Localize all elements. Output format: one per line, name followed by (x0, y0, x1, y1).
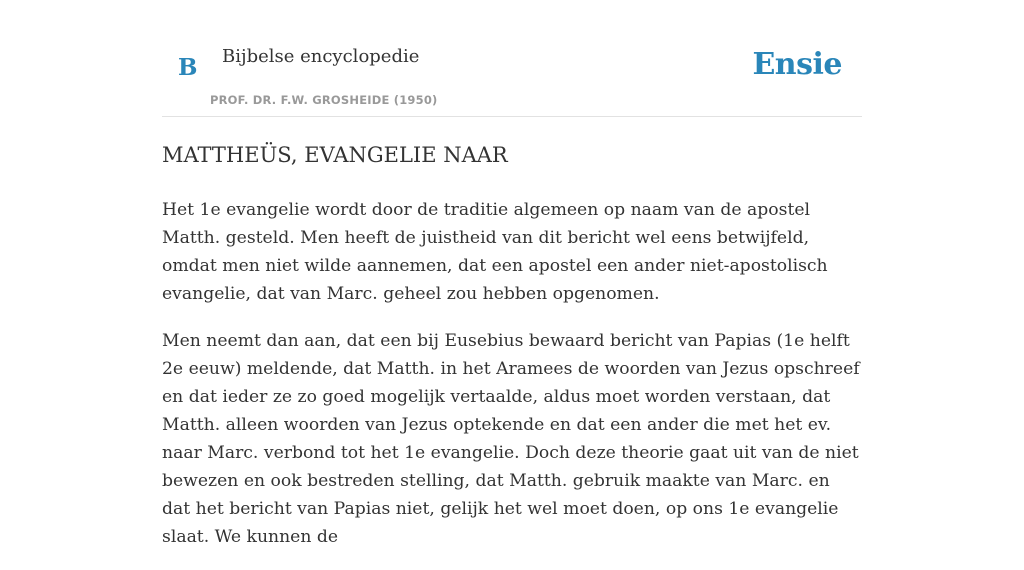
book-author: PROF. DR. F.W. GROSHEIDE (1950) (210, 93, 438, 107)
article-paragraph-2: Men neemt dan aan, dat een bij Eusebius bewaard bericht van Papias (1e helft 2e eeuw) meldende, dat Matth. in het Aramees de woorden van Jezus opschreef en dat ieder ze zo goed mogelijk vertaalde, aldus moet worden verstaan, dat Matth. alleen woorden van Jezus optekende en dat een ander die met het ev. naar Marc. verbond tot het 1e evangelie. Doch deze theorie gaat uit van de niet bewezen en ook bestreden stelling, dat Matth. gebruik maakte van Marc. en dat het bericht van Papias niet, gelijk het wel moet doen, op ons 1e evangelie slaat. We kunnen de (162, 331, 860, 547)
article-title: MATTHEÜS, EVANGELIE NAAR (162, 143, 508, 167)
ensie-logo-link[interactable]: Ensie (752, 47, 842, 82)
encyclopedia-logo-letter[interactable]: B (178, 54, 198, 81)
article-paragraph-1: Het 1e evangelie wordt door de traditie algemeen op naam van de apostel Matth. gesteld. Men heeft de juistheid van dit bericht wel eens betwijfeld, omdat men niet wilde aannemen, dat een apostel een ander niet-apostolisch evangelie, dat van Marc. geheel zou hebben opgenomen. (162, 200, 828, 304)
book-title-link[interactable]: Bijbelse encyclopedie (222, 46, 420, 67)
article (162, 140, 862, 570)
site-header (162, 0, 862, 117)
